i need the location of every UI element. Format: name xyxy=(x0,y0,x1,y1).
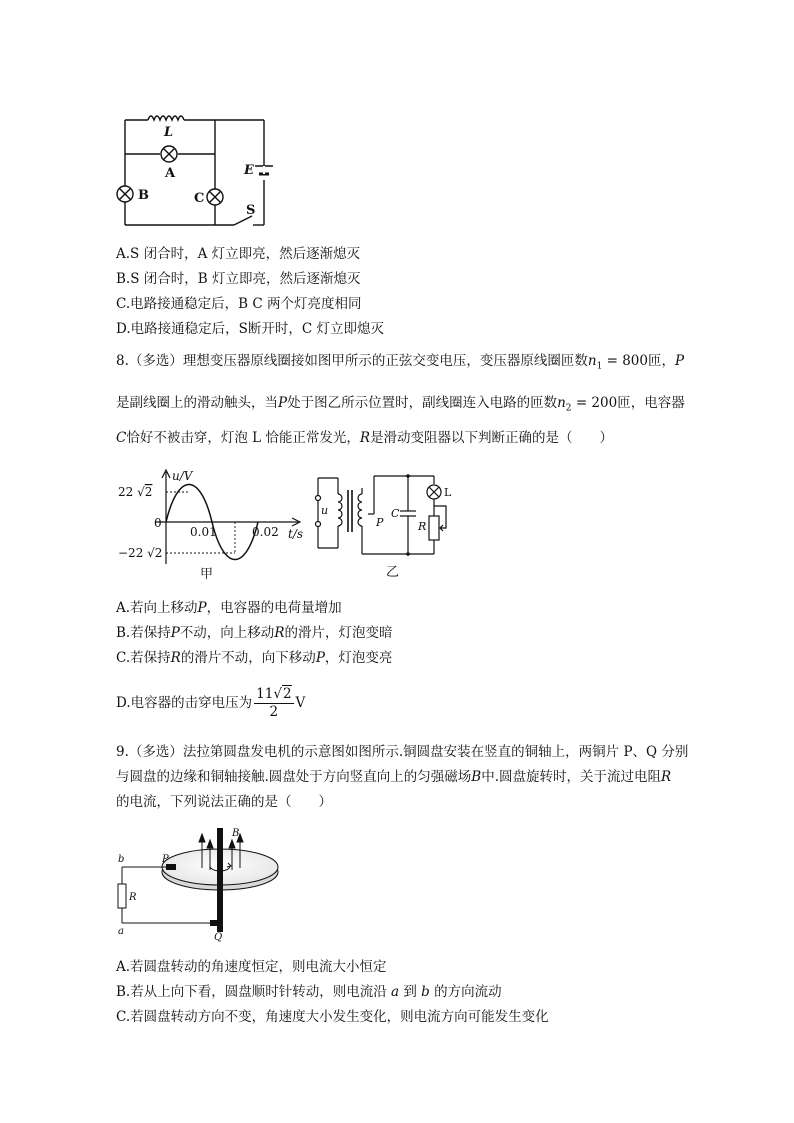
q7-option-c: C.电路接通稳定后，B C 两个灯亮度相同 xyxy=(116,296,362,312)
q8-stem-line-1: 8.（多选）理想变压器原线圈接如图甲所示的正弦交变电压，变压器原线圈匝数$n_1 = 800$匝，P xyxy=(116,353,685,372)
q9-q-label: Q xyxy=(214,932,223,943)
q9-faraday-disk-figure xyxy=(114,824,300,948)
q7-option-b: B.S 闭合时，B 灯立即亮，然后逐渐熄灭 xyxy=(116,271,361,287)
q8-option-a: A.若向上移动P，电容器的电荷量增加 xyxy=(116,600,342,616)
q8-x-axis-label: t/s xyxy=(288,527,304,541)
q7-inductor-label: L xyxy=(164,125,174,140)
q7-battery-label: E xyxy=(244,163,254,178)
q8-option-b: B.若保持P不动，向上移动R的滑片，灯泡变暗 xyxy=(116,625,393,641)
q8-resistor-label: R xyxy=(418,520,427,533)
q9-field-label: B xyxy=(232,828,240,839)
q8-capacitor-label: C xyxy=(391,507,400,520)
q8-transformer-circuit xyxy=(312,468,460,580)
q7-option-d: D.电路接通稳定后，S断开时，C 灯立即熄灭 xyxy=(116,321,385,337)
q9-stem-line-2: 与圆盘的边缘和铜轴接触.圆盘处于方向竖直向上的匀强磁场B中.圆盘旋转时，关于流过电阻R xyxy=(116,769,672,785)
q8-origin-label: 0 xyxy=(154,516,162,530)
q9-option-a: A.若圆盘转动的角速度恒定，则电流大小恒定 xyxy=(116,959,387,975)
q8-x-tick-2: 0.02 xyxy=(252,525,279,539)
q8-y-min-label: −22 √2 xyxy=(118,546,163,560)
q9-stem-line-3: 的电流，下列说法正确的是（ ） xyxy=(116,794,332,810)
q7-lamp-a-label: A xyxy=(165,166,176,181)
q7-switch-label: S xyxy=(246,203,256,218)
q8-y-axis-label: u/V xyxy=(172,469,193,483)
q7-option-a: A.S 闭合时，A 灯立即亮，然后逐渐熄灭 xyxy=(116,246,361,262)
q8-graph-caption: 甲 xyxy=(200,567,214,582)
q7-lamp-c-label: C xyxy=(194,191,205,206)
q9-p-label: P xyxy=(162,854,169,865)
q7-circuit-figure xyxy=(112,108,280,236)
q8-x-tick-1: 0.01 xyxy=(190,525,217,539)
q8-y-max-label: 22 √2 xyxy=(118,485,153,499)
q8-circuit-caption: 乙 xyxy=(386,565,400,580)
q9-option-c: C.若圆盘转动方向不变，角速度大小发生变化，则电流方向可能发生变化 xyxy=(116,1009,549,1025)
q7-lamp-b-label: B xyxy=(138,188,149,203)
q9-r-label: R xyxy=(129,892,137,903)
q9-b-end-label: b xyxy=(118,854,125,865)
q9-stem-line-1: 9.（多选）法拉第圆盘发电机的示意图如图所示.铜圆盘安装在竖直的铜轴上，两铜片 P、Q 分别 xyxy=(116,744,689,760)
q8-lamp-label: L xyxy=(444,486,452,499)
q8-option-d-fraction: $\frac{11√2}{2}$ xyxy=(256,686,292,720)
q8-source-label: u xyxy=(321,504,329,517)
q8-stem-line-2: 是副线圈上的滑动触头，当P处于图乙所示位置时，副线圈连入电路的匝数$n_2 = 200$匝，电容器 xyxy=(116,395,685,414)
q9-option-b: B.若从上向下看，圆盘顺时针转动，则电流沿 a 到 b 的方向流动 xyxy=(116,984,502,1000)
q8-option-c: C.若保持R的滑片不动，向下移动P，灯泡变亮 xyxy=(116,650,393,666)
q8-tap-label: P xyxy=(376,516,384,529)
q8-stem-line-3: C恰好不被击穿，灯泡 L 恰能正常发光，R是滑动变阻器以下判断正确的是（ ） xyxy=(116,430,614,446)
q9-a-end-label: a xyxy=(118,926,124,937)
q8-option-d: D.电容器的击穿电压为 $\frac{11√2}{2}$ V xyxy=(116,686,306,720)
q8-voltage-graph xyxy=(116,464,312,582)
